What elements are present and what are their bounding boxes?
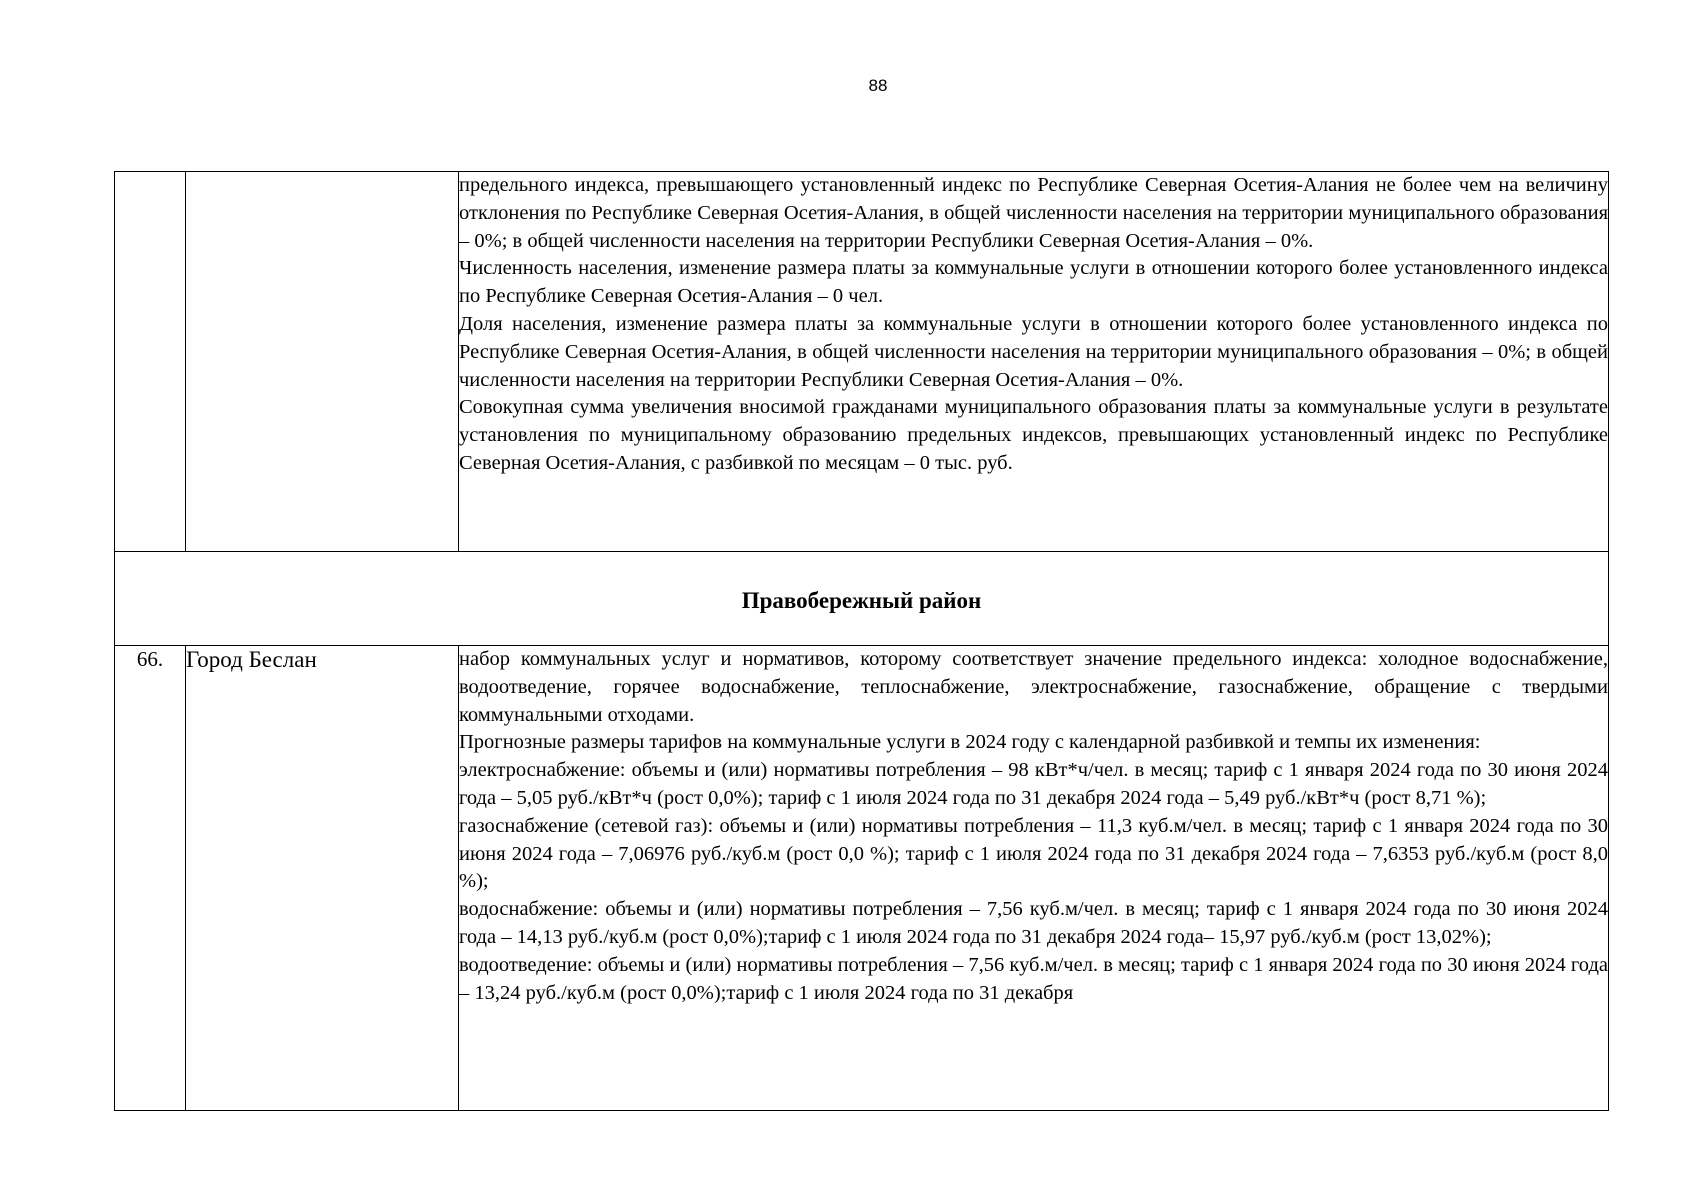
row-number-cell bbox=[115, 172, 186, 552]
description-paragraph: Доля населения, изменение размера платы за коммунальные услуги в отношении которого более установленного индекса по Республике Северная Осетия-Алания, в общей численности населения на территории муниципального образования – 0%; в общей численности населения на территории Республики Северная Осетия-Алания – 0%. bbox=[459, 312, 1608, 391]
description-paragraph: Прогнозные размеры тарифов на коммунальные услуги в 2024 году с календарной разбивкой и темпы их изменения: bbox=[459, 731, 1481, 754]
document-table bbox=[114, 171, 1609, 1111]
row-number-cell: 66. bbox=[115, 646, 186, 1111]
description-paragraph: Совокупная сумма увеличения вносимой гражданами муниципального образования платы за коммунальные услуги в результате установления по муниципальному образованию предельных индексов, превышающих установленный индекс по Республике Северная Осетия-Алания, с разбивкой по месяцам – 0 тыс. руб. bbox=[459, 396, 1608, 474]
municipality-name-cell bbox=[186, 172, 459, 552]
description-cell bbox=[459, 646, 1609, 1111]
description-paragraph: Численность населения, изменение размера платы за коммунальные услуги в отношении которого более установленного индекса по Республике Северная Осетия-Алания – 0 чел. bbox=[459, 257, 1608, 308]
description-paragraph: электроснабжение: объемы и (или) нормативы потребления – 98 кВт*ч/чел. в месяц; тариф с 1 января 2024 года по 30 июня 2024 года – 5,05 руб./кВт*ч (рост 0,0%); тариф с 1 июля 2024 года по 31 декабря 2024 года – 5,49 руб./кВт*ч (рост 8,71 %); bbox=[459, 759, 1608, 809]
description-paragraph: набор коммунальных услуг и нормативов, которому соответствует значение предельного индекса: холодное водоснабжение, водоотведение, горячее водоснабжение, теплоснабжение, электроснабжение, газоснабжение, обращение с твердыми коммунальными отходами. bbox=[459, 648, 1608, 726]
description-cell bbox=[459, 172, 1609, 552]
section-header-row bbox=[115, 552, 1609, 646]
table-row bbox=[115, 172, 1609, 552]
description-paragraph: водоотведение: объемы и (или) нормативы потребления – 7,56 куб.м/чел. в месяц; тариф с 1 января 2024 года по 30 июня 2024 года – 13,24 руб./куб.м (рост 0,0%);тариф с 1 июля 2024 года по 31 декабря bbox=[459, 953, 1608, 1004]
section-title: Правобережный район bbox=[741, 587, 982, 613]
table-row bbox=[115, 646, 1609, 1111]
municipality-name-cell: Город Беслан bbox=[186, 646, 459, 1111]
description-paragraph: водоснабжение: объемы и (или) нормативы потребления – 7,56 куб.м/чел. в месяц; тариф с 1 января 2024 года по 30 июня 2024 года – 14,13 руб./куб.м (рост 0,0%);тариф с 1 июля 2024 года по 31 декабря 2024 года– 15,97 руб./куб.м (рост 13,02%); bbox=[459, 898, 1608, 948]
description-paragraph: предельного индекса, превышающего установленный индекс по Республике Северная Осетия-Алания не более чем на величину отклонения по Республике Северная Осетия-Алания, в общей численности населения на территории муниципального образования – 0%; в общей численности населения на территории Республики Северная Осетия-Алания – 0%. bbox=[459, 174, 1608, 252]
page-number: 88 bbox=[868, 76, 888, 95]
section-header-cell bbox=[115, 552, 1609, 646]
description-paragraph: газоснабжение (сетевой газ): объемы и (или) нормативы потребления – 11,3 куб.м/чел. в месяц; тариф с 1 января 2024 года по 30 июня 2024 года – 7,06976 руб./куб.м (рост 0,0 %); тариф с 1 июля 2024 года по 31 декабря 2024 года – 7,6353 руб./куб.м (рост 8,0 %); bbox=[459, 814, 1608, 893]
